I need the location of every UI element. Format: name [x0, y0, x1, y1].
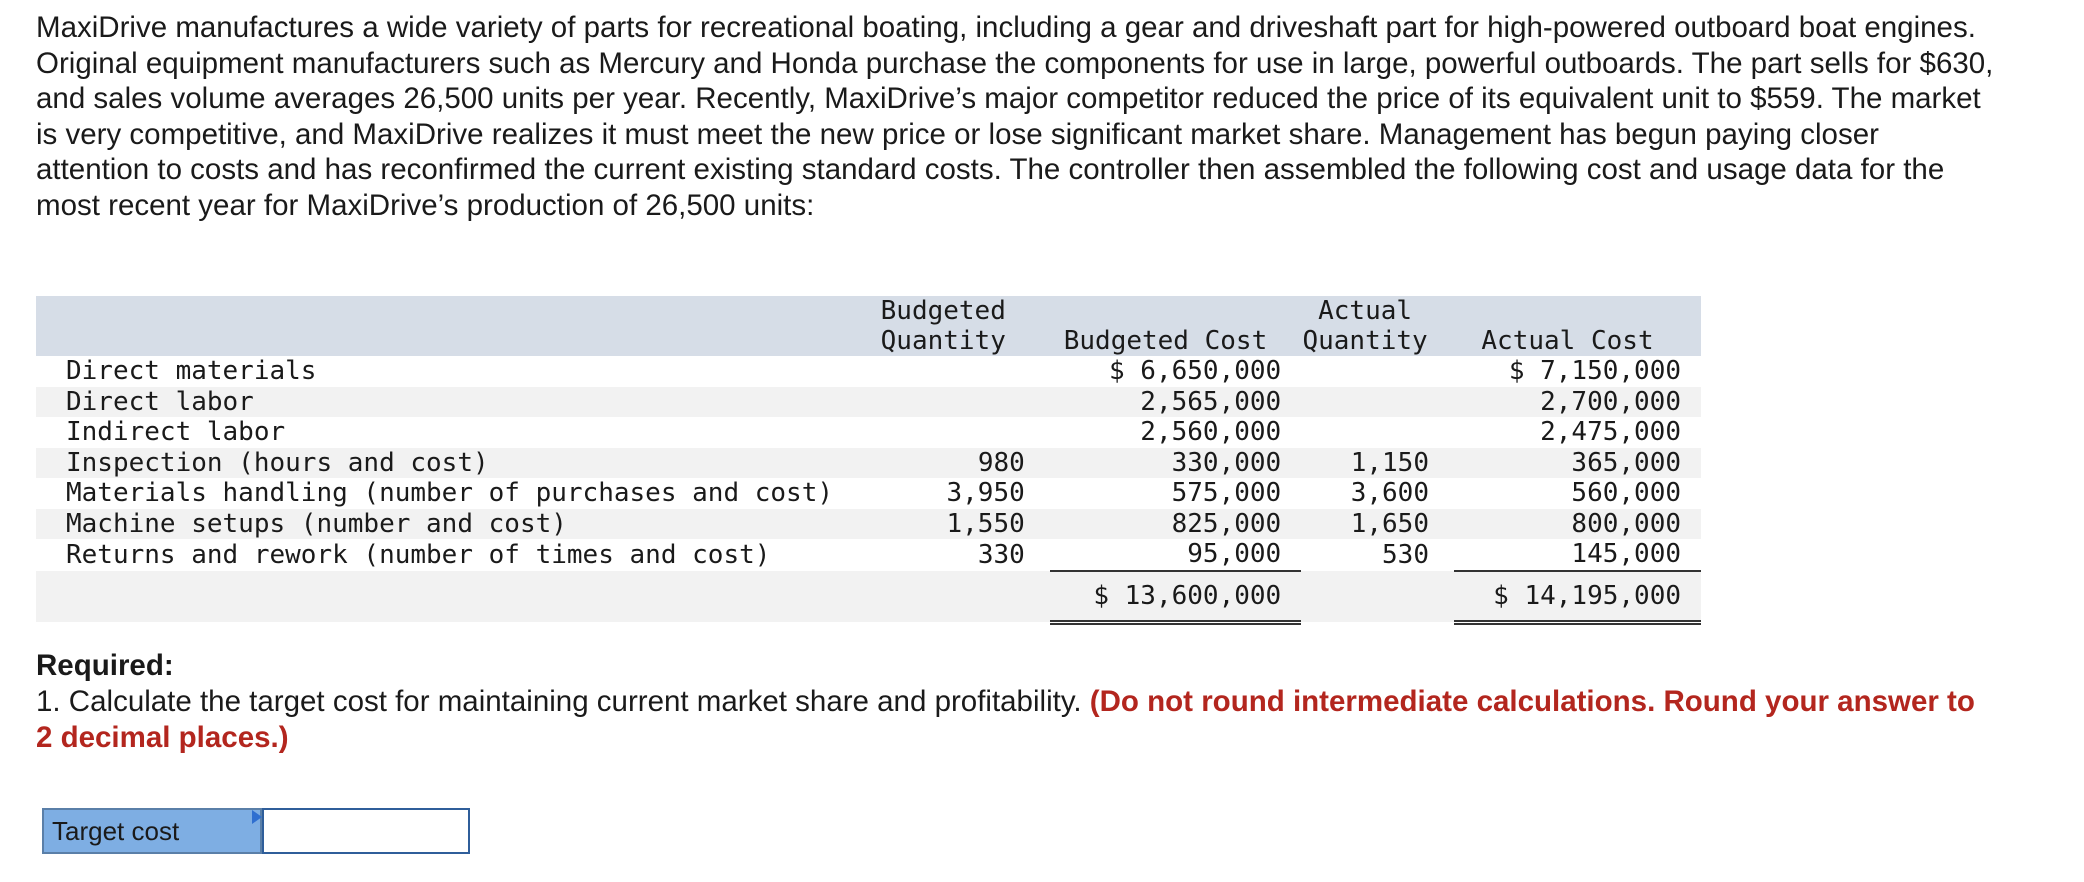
actual-quantity-cell: 530	[1382, 539, 1429, 570]
table-row	[36, 417, 1701, 448]
budgeted-cost-cell: 825,000	[1171, 508, 1282, 539]
actual-quantity-cell	[1301, 387, 1454, 418]
total-budgeted-quantity-blank	[862, 571, 1050, 623]
budgeted-cost-cell: 95,000	[1050, 539, 1301, 571]
actual-quantity-cell: 3,600	[1350, 478, 1429, 509]
header-budgeted-quantity-line1: Budgeted	[880, 296, 1006, 326]
header-budgeted-cost	[1050, 296, 1301, 356]
row-label: Direct labor	[66, 386, 254, 417]
table-row	[36, 448, 1701, 479]
actual-quantity-cell	[1301, 356, 1454, 387]
table-row	[36, 509, 1701, 540]
target-cost-label: Target cost	[42, 808, 262, 854]
header-label-blank	[36, 296, 862, 356]
table-header-row	[36, 296, 1701, 356]
row-label: Indirect labor	[66, 417, 286, 448]
actual-cost-cell: 800,000	[1571, 508, 1681, 539]
row-label: Direct materials	[66, 356, 317, 387]
header-budgeted-quantity-line2: Quantity	[880, 326, 1006, 356]
header-actual-cost-text: Actual Cost	[1481, 326, 1654, 356]
header-actual-quantity	[1301, 296, 1454, 356]
target-cost-input[interactable]	[262, 808, 470, 854]
header-actual-quantity-line1: Actual	[1318, 296, 1413, 326]
row-label: Inspection (hours and cost)	[66, 447, 489, 478]
table-row	[36, 387, 1701, 418]
row-label: Materials handling (number of purchases and cost)	[66, 478, 834, 509]
actual-cost-cell: 2,700,000	[1540, 386, 1681, 417]
budgeted-cost-cell: $ 6,650,000	[1109, 356, 1282, 387]
required-question: 1. Calculate the target cost for maintaining current market share and profitability.	[36, 685, 1082, 718]
required-title: Required:	[36, 649, 174, 682]
actual-cost-cell: 365,000	[1571, 447, 1681, 478]
actual-cost-cell: 145,000	[1454, 539, 1701, 571]
actual-cost-cell: 2,475,000	[1540, 417, 1681, 448]
table-row	[36, 539, 1701, 571]
budgeted-quantity-cell	[862, 417, 1050, 448]
table-row	[36, 356, 1701, 387]
budgeted-quantity-cell: 330	[977, 539, 1025, 570]
budgeted-quantity-cell	[862, 387, 1050, 418]
cost-usage-table	[36, 296, 1701, 625]
budgeted-cost-cell: 575,000	[1171, 478, 1282, 509]
budgeted-cost-cell: 2,560,000	[1140, 417, 1282, 448]
required-instruction: (Do not round intermediate calculations. Round your answer to 2 decimal places.)	[36, 685, 1975, 754]
budgeted-cost-cell: 330,000	[1171, 447, 1282, 478]
actual-quantity-cell: 1,650	[1350, 508, 1429, 539]
answer-row	[42, 808, 470, 854]
budgeted-quantity-cell: 3,950	[946, 478, 1025, 509]
actual-cost-cell: 560,000	[1571, 478, 1681, 509]
header-actual-cost	[1454, 296, 1701, 356]
header-actual-quantity-line2: Quantity	[1302, 326, 1428, 356]
total-actual-quantity-blank	[1301, 571, 1454, 623]
budgeted-cost-cell: 2,565,000	[1140, 386, 1282, 417]
header-budgeted-quantity	[862, 296, 1050, 356]
budgeted-quantity-cell: 980	[977, 447, 1025, 478]
actual-cost-cell: $ 7,150,000	[1508, 356, 1681, 387]
row-label: Returns and rework (number of times and cost)	[66, 539, 771, 570]
problem-intro: MaxiDrive manufactures a wide variety of parts for recreational boating, including a gear and driveshaft part for high-powered outboard boat engines. Original equipment manufacturers such as Mercury and Honda purchase the components for use in large, powerful outboards. The part sells for $630, and sales volume averages 26,500 units per year. Recently, MaxiDrive’s major competitor reduced the price of its equivalent unit to $559. The market is very competitive, and MaxiDrive realizes it must meet the new price or lose significant market share. Management has begun paying closer attention to costs and has reconfirmed the current existing standard costs. The controller then assembled the following cost and usage data for the most recent year for MaxiDrive’s production of 26,500 units:	[36, 11, 1994, 222]
table-row	[36, 478, 1701, 509]
required-section	[36, 648, 1996, 756]
budgeted-quantity-cell: 1,550	[946, 508, 1025, 539]
table-total-row	[36, 571, 1701, 623]
actual-quantity-cell	[1301, 417, 1454, 448]
actual-quantity-cell: 1,150	[1350, 447, 1429, 478]
header-budgeted-cost-text: Budgeted Cost	[1063, 326, 1268, 356]
total-label-blank	[36, 571, 862, 623]
row-label: Machine setups (number and cost)	[66, 508, 567, 539]
total-budgeted-cost: $ 13,600,000	[1050, 571, 1301, 623]
total-actual-cost: $ 14,195,000	[1454, 571, 1701, 623]
budgeted-quantity-cell	[862, 356, 1050, 387]
